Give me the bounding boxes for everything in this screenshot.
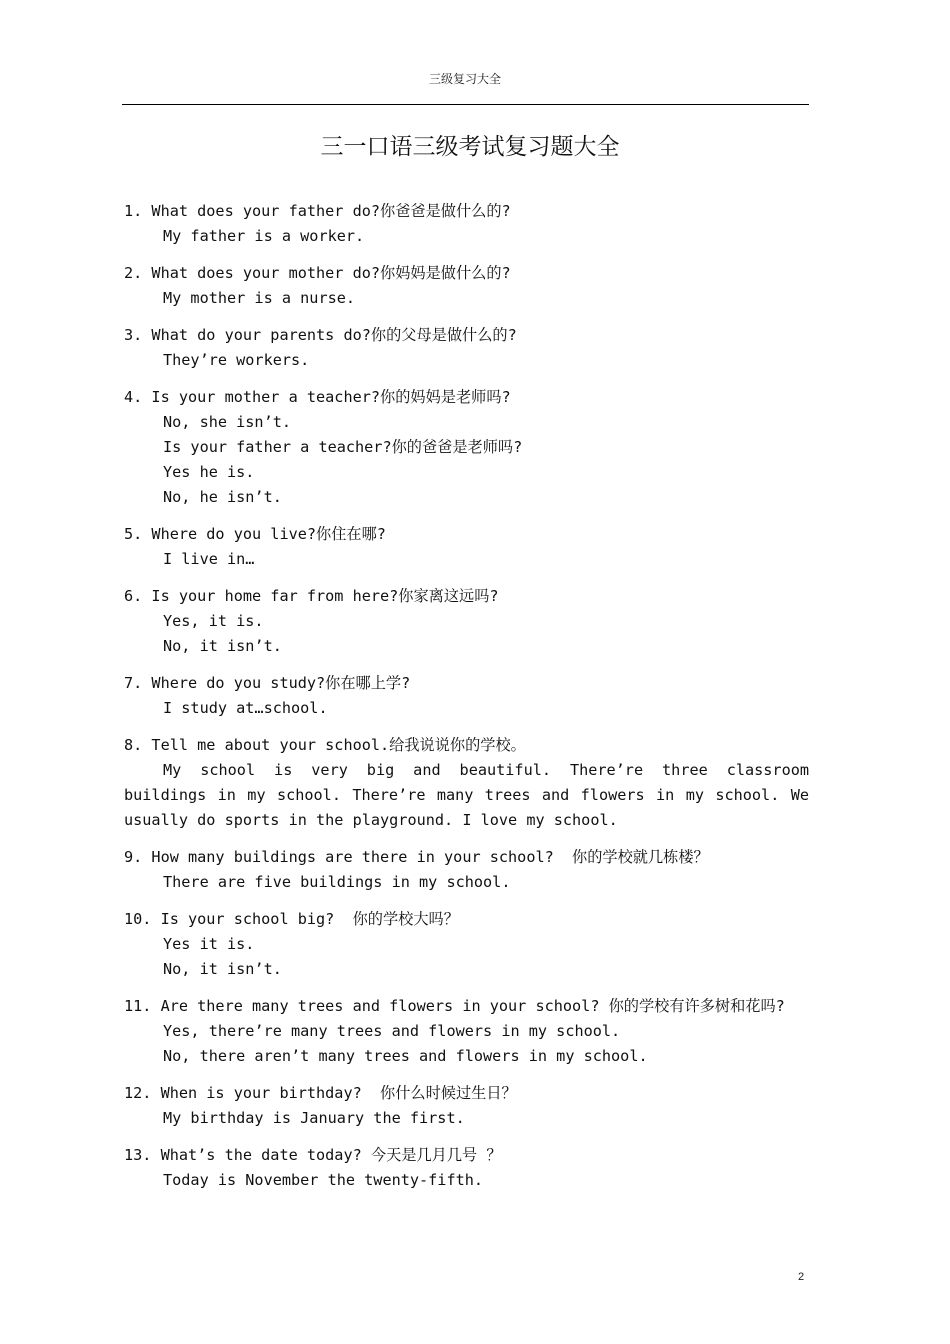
question: 1. What does your father do?你爸爸是做什么的? [124,202,511,220]
qa-item [124,1081,809,1131]
page-number: 2 [798,1271,805,1283]
answer: I live in… [163,550,255,568]
question: 13. What’s the date today? 今天是几月几号 ？ [124,1146,502,1164]
answer: My birthday is January the first. [163,1109,465,1127]
question: 2. What does your mother do?你妈妈是做什么的? [124,264,511,282]
answer: Today is November the twenty-fifth. [163,1171,484,1189]
question: 4. Is your mother a teacher?你的妈妈是老师吗? [124,388,511,406]
qa-item [124,261,809,311]
question: 9. How many buildings are there in your school? 你的学校就几栋楼？ [124,848,709,866]
qa-item [124,994,809,1069]
question: 7. Where do you study?你在哪上学? [124,674,411,692]
qa-item [124,845,809,895]
qa-item [124,584,809,659]
header-rule [122,104,809,105]
qa-item [124,199,809,249]
question: 8. Tell me about your school.给我说说你的学校。 [124,736,526,754]
answer: My mother is a nurse. [163,289,356,307]
qa-item [124,522,809,572]
question: 10. Is your school big? 你的学校大吗？ [124,910,459,928]
qa-item [124,733,809,833]
qa-item [124,1143,809,1193]
answer: They’re workers. [163,351,310,369]
answer: No, it isn’t. [163,637,282,655]
answer: No, there aren’t many trees and flowers in my school. [163,1047,648,1065]
answer: No, it isn’t. [163,960,282,978]
answer: Yes it is. [163,935,255,953]
answer: Is your father a teacher?你的爸爸是老师吗? [163,438,523,456]
qa-item [124,671,809,721]
answer: Yes, it is. [163,612,264,630]
answer: No, he isn’t. [163,488,282,506]
page-title: 三一口语三级考试复习题大全 [320,134,620,160]
question: 12. When is your birthday? 你什么时候过生日？ [124,1084,517,1102]
answer-paragraph: My school is very big and beautiful. There’re three classroom buildings in my school. There’re many trees and flowers in my school. We usually do sports in the playground. I love my school. [124,761,809,829]
qa-list [124,199,809,1205]
qa-item [124,907,809,982]
answer: My father is a worker. [163,227,365,245]
answer: Yes, there’re many trees and flowers in my school. [163,1022,621,1040]
qa-item [124,385,809,510]
running-header: 三级复习大全 [428,72,501,86]
question: 11. Are there many trees and flowers in your school? 你的学校有许多树和花吗? [124,997,785,1015]
question: 3. What do your parents do?你的父母是做什么的? [124,326,517,344]
answer: No, she isn’t. [163,413,292,431]
question: 5. Where do you live?你住在哪? [124,525,386,543]
answer: Yes he is. [163,463,255,481]
answer: There are five buildings in my school. [163,873,511,891]
question: 6. Is your home far from here?你家离这远吗? [124,587,499,605]
qa-item [124,323,809,373]
answer: I study at…school. [163,699,328,717]
